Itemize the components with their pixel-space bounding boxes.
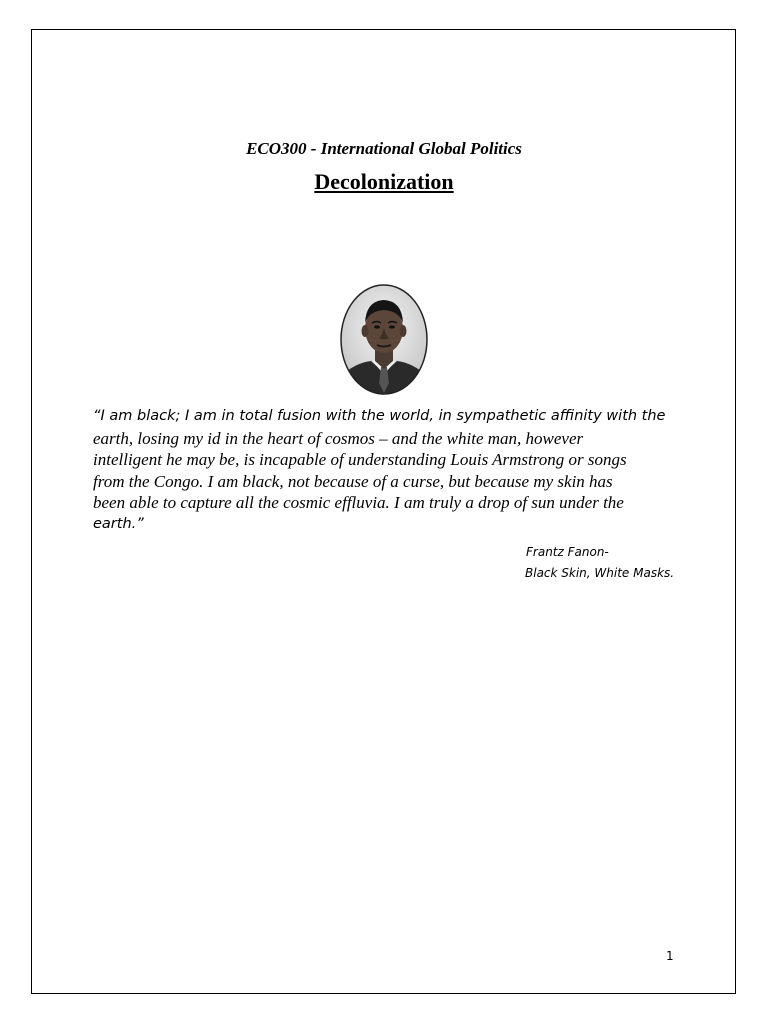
course-heading: ECO300 - International Global Politics [246, 139, 522, 158]
quote-line-3: intelligent he may be, is incapable of understanding Louis Armstrong or songs [93, 450, 627, 469]
quote-line-6: earth.” [93, 515, 144, 532]
quote-line-1: “I am black; I am in total fusion with the world, in sympathetic affinity with the [93, 408, 666, 424]
page-number: 1 [666, 949, 674, 963]
document-title: Decolonization [314, 169, 454, 194]
quote-line-2: earth, losing my id in the heart of cosmos – and the white man, however [93, 428, 584, 448]
quote-line-4: from the Congo. I am black, not because of a curse, but because my skin has [93, 471, 613, 491]
fanon-quote [93, 406, 683, 535]
author-portrait [339, 283, 429, 396]
quote-author: Frantz Fanon- [526, 545, 609, 559]
quote-source-work: Black Skin, White Masks. [525, 566, 675, 580]
quote-line-5: been able to capture all the cosmic effluvia. I am truly a drop of sun under the [93, 493, 624, 512]
